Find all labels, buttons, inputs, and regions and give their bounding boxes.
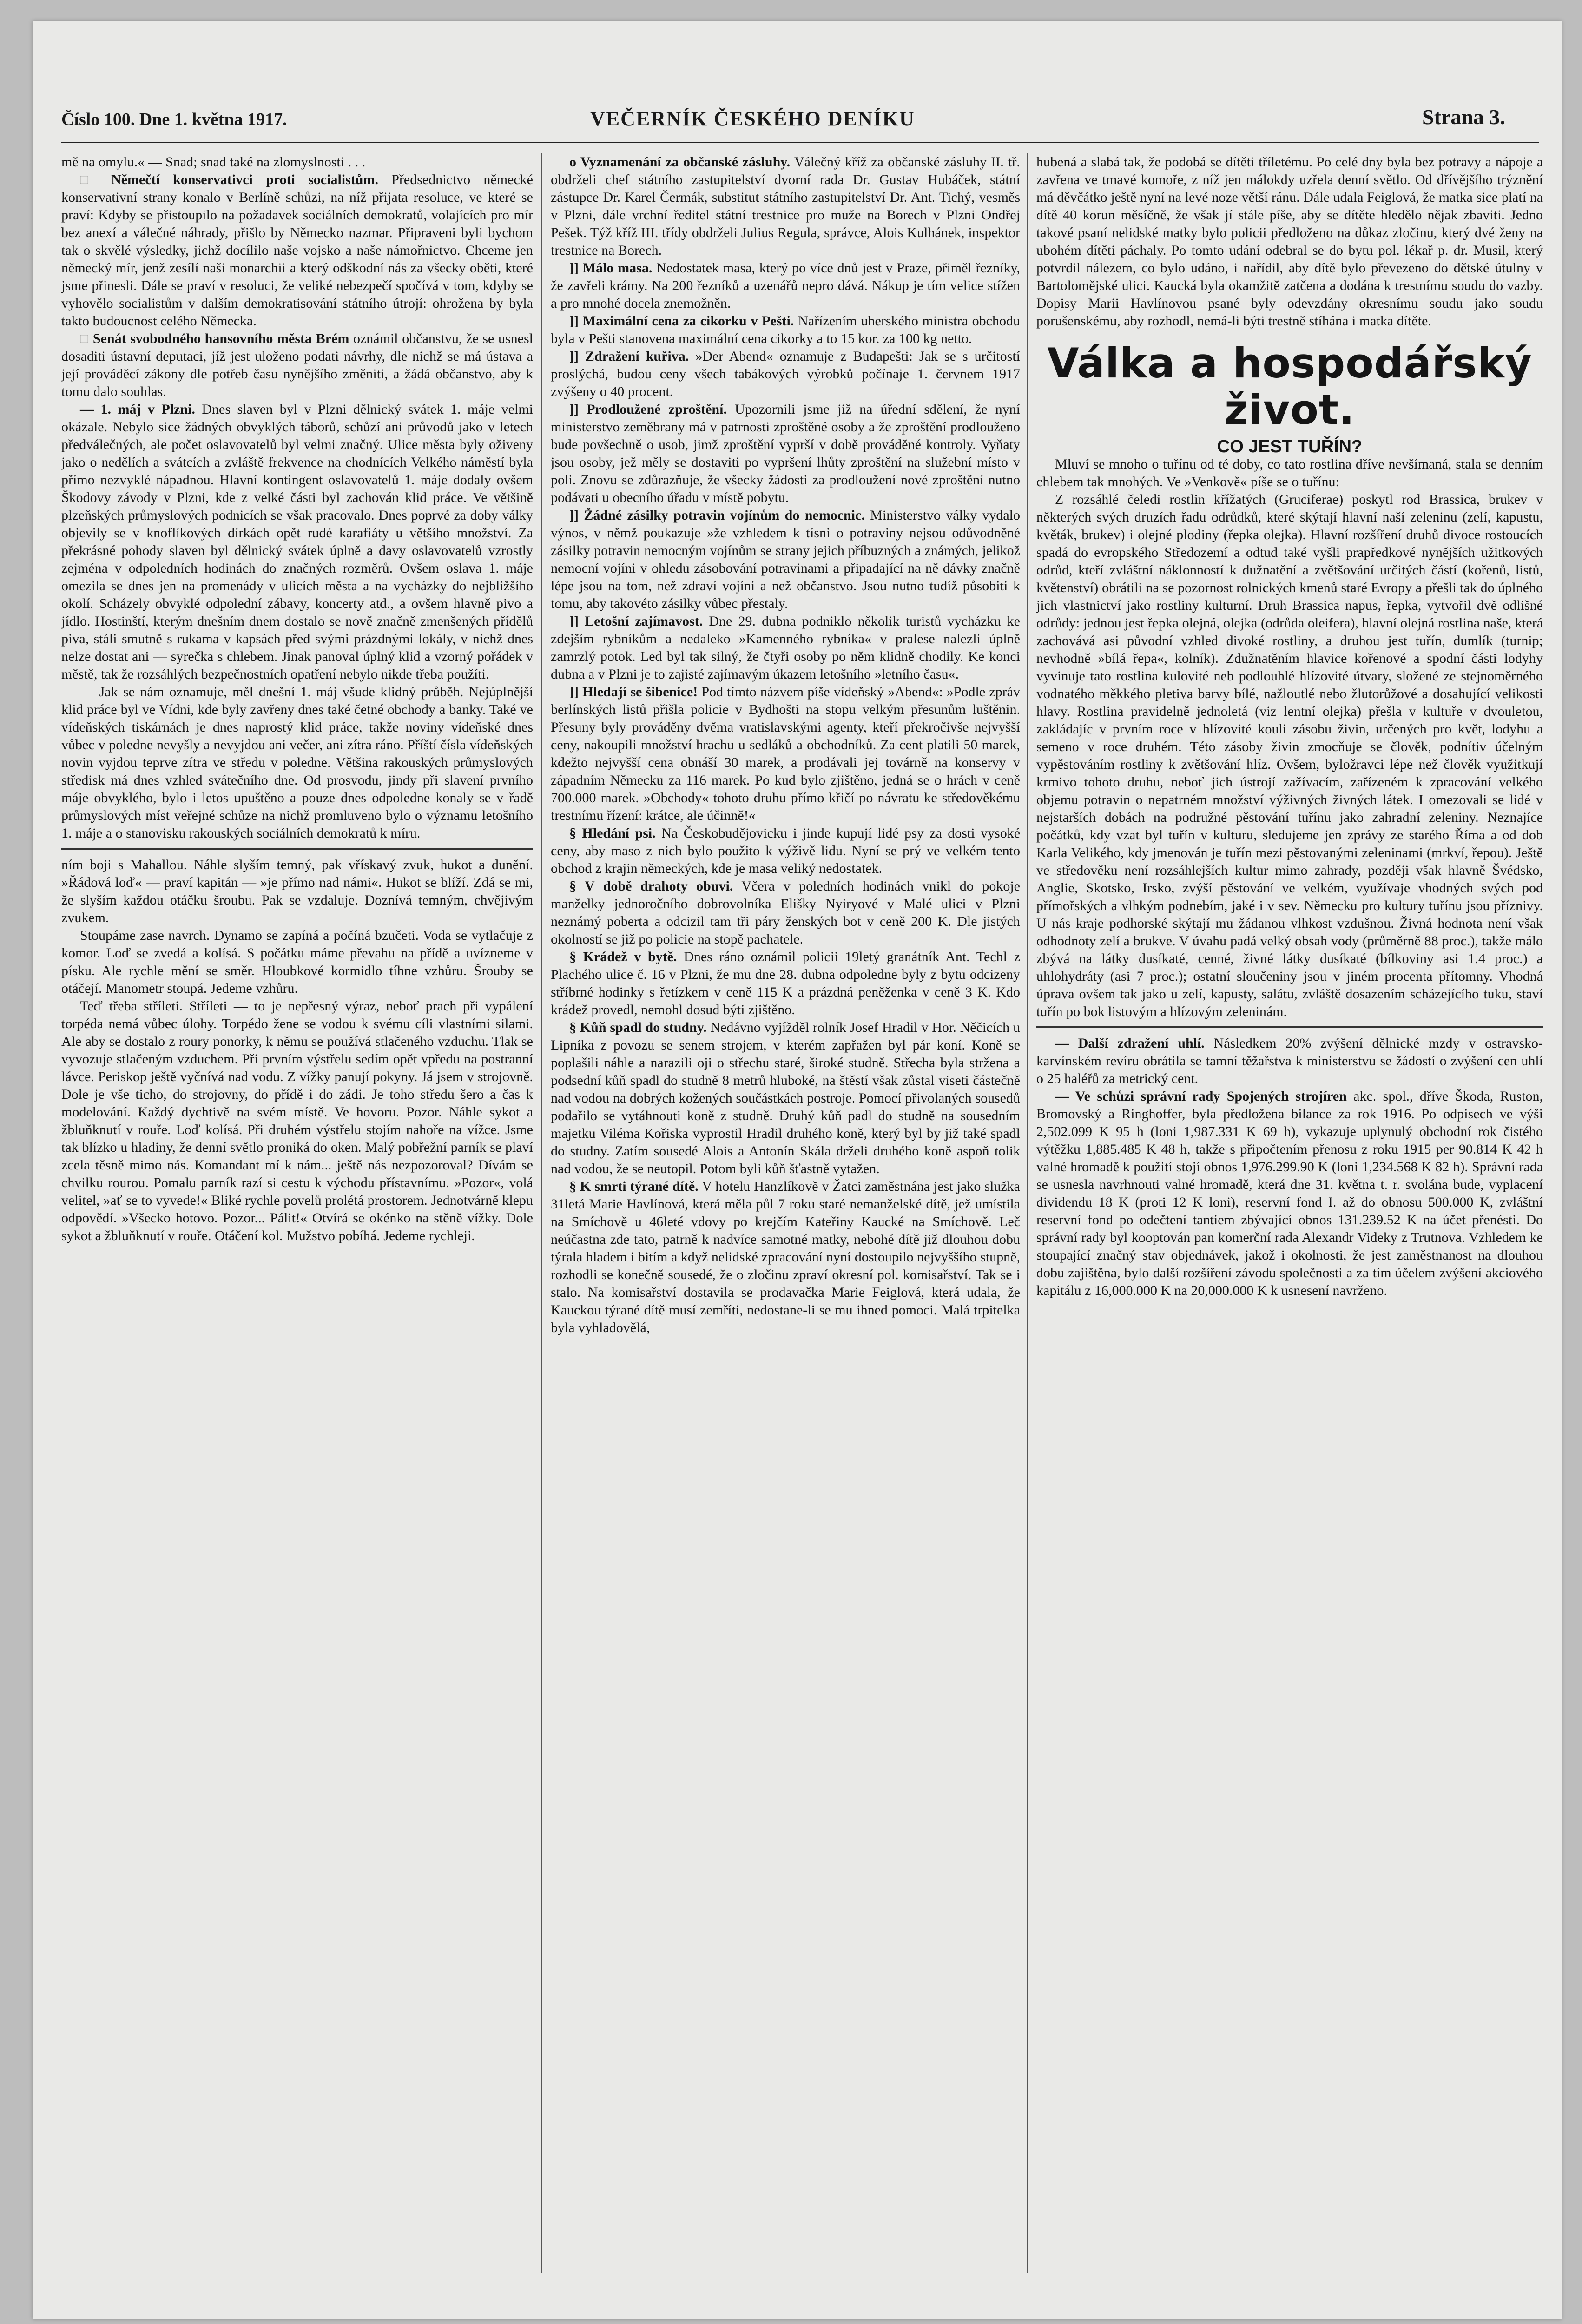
article-headline: □ Němečtí konservativci proti socialistům. <box>80 172 378 187</box>
article-headline: o Vyznamenání za občanské zásluhy. <box>569 154 791 170</box>
article-text: Upozornili jsme již na úřední sdělení, že nyní ministerstvo zeměbrany má v patrnosti zproštěné osoby a že zproštění prodlouženo bude povšechně o usob, jimž zproštění vyprší v době prováděné kontroly. Vyňaty jsou osoby, jež měly se dostaviti po vypršení lhůty zproštění na služební místo v poli. Znovu se zdůrazňuje, že všecky žádosti za prodloužení nové zproštění nutno podávati u obecního úřadu v místě pobytu. <box>551 402 1020 505</box>
article-headline: § Kůň spadl do studny. <box>569 1020 707 1035</box>
article-text: Nedostatek masa, který po více dnů jest v Praze, přiměl řezníky, že zavřeli krámy. Na 200 řezníků a uzenářů nepro dává. Nákup je tím velice stížen a pro mnohé docela znemožněn. <box>551 260 1020 311</box>
article-text: Dne 29. dubna podniklo několik turistů vycházku ke zdejším rybníkům a nedaleko »Kamenného rybníka« v pralese nalezli úplně zamrzlý potok. Led byl tak silný, že čtyři osoby po něm klidně chodily. Ke konci dubna a v Plzni je to zajisté zajímavým úkazem letošního »letního času«. <box>551 614 1020 682</box>
feuilleton-text: Teď třeba stříleti. Stříleti — to je nepřesný výraz, neboť prach při vypálení torpéda nemá vůbec úlohy. Torpédo žene se vodou k svému cíli vlastními silami. Ale aby se dostalo z roury ponorky, k němu se používá stlačeného vzduchu. Tlak se vyvozuje stlačeným vzduchem. Při prvním výstřelu sedím opět vpředu na postranní lávce. Periskop ještě vyčnívá nad vodu. Z vížky panují pokyny. Já jsem v strojovně. Dole je vše ticho, do strojovny, do přídě i do zádi. Je toho středu šero a čas k modelování. Každý dychtivě na svém místě. Ve hovoru. Pozor. Náhle sykot a žbluňknutí v rouře. Loď kolísá. Při druhém výstřelu stojím nahoře na vížce. Jsme tak blízko u hladiny, že denní světlo proniká do oken. Malý pobřežní parník se plaví zcela těsně mimo nás. Komandant mí k nám... ještě nás nezpozoroval? Dívám se chvilku rourou. Pomalu parník razí si cestu k východu přístavnímu. »Pozor«, volá velitel, »ať se to vyvede!« Bliké rychle povelů prolétá prostorem. Jednotvárně klepu odpovědí. »Všecko hotovo. Pozor... Pálit!« Otvírá se okénko na stěně vížky. Dole sykot a žbluňknutí v rouře. Otáčení kol. Mužstvo pobíhá. Jedeme rychleji. <box>61 998 533 1243</box>
article-headline: ]] Zdražení kuřiva. <box>569 349 689 364</box>
article-text: Pod tímto názvem píše vídeňský »Abend«: »Podle zpráv berlínských listů přišla policie v Bydhošti na stopu velkým přesunům luštěnin. Přesuny byly prováděny dvěma vratislavskými agenty, kteří překročivše nejvyšší ceny, nakoupili množství hrachu u sedláků a obchodníků. Za cent platili 50 marek, kdežto nejvyšší cena obnáší 30 marek, a prodávali jej továrně na konservy v západním Německu za 116 marek. Po kud bylo zjištěno, jedná se o hrách v ceně 700.000 marek. »Obchody« tohoto druhu přímo křičí po návratu ke středověkému trestnímu řízení: krátce, ale účinně!« <box>551 684 1020 823</box>
article <box>551 948 1020 1019</box>
article-text: Včera v poledních hodinách vnikl do pokoje manželky jednoročního dobrovolníka Elišky Nyiryové v Malé ulici v Plzni neznámý poberta a odcizil tam tři páry ženských bot v ceně 200 K. Dle jistých okolností se již po policie na stopě pachatele. <box>551 878 1020 947</box>
article-headline: § K smrti týrané dítě. <box>569 1179 699 1194</box>
article-headline: — 1. máj v Plzni. <box>80 402 195 417</box>
article-text: Nedávno vyjížděl rolník Josef Hradil v Hor. Něčicích u Lipníka z povozu se senem strojem, v kterém zapřažen byl pár koní. Koně se poplašili náhle a narazili oji o střechu staré, široké studně. Střecha byla stržena a podsední kůň spadl do studně 8 metrů hluboké, na štěstí však zůstal viseti částečně nad vodou na dobrých kožených součástkách postroje. Pomocí přivolaných sousedů podařilo se vytáhnouti koně z studně. Druhý kůň padl do studně na sousedním majetku Viléma Kořiska vyprostil Hradil druhého koně, který byl by již také spadl do studny. Zatím sousedé Alois a Antonín Skála drželi druhého koně aspoň tolik nad vodou, že se neutopil. Potom byli kůň šťastně vytažen. <box>551 1020 1020 1176</box>
issue-date: Číslo 100. Dne 1. května 1917. <box>61 110 287 129</box>
article-text: Mluví se mnoho o tuřínu od té doby, co tato rostlina dříve nevšímaná, stala se denním chlebem tak mnohých. Ve »Venkově« píše se o tuřínu: <box>1036 456 1543 489</box>
section-divider <box>1036 1026 1543 1028</box>
article <box>551 1178 1020 1337</box>
article <box>551 259 1020 312</box>
article-text: akc. spol., dříve Škoda, Ruston, Bromovský a Ringhoffer, byla předložena bilance za rok 1916. Po odpisech ve výši 2,502.099 K 95 h (loni 1,987.331 K 69 h), vykazuje uplynulý obchodní rok čistého výtěžku 1,885.485 K 48 h, takže s připočtením přenosu z roku 1915 per 90.814 K 42 h valné hromadě k použití stojí obnos 1,976.299.90 K (loni 1,234.568 K 82 h). Správní rada se usnesla navrhnouti valné hromadě, která dne 31. května t. r. svolána bude, vyplacení dividendu 18 K (proti 12 K loni), reservní fond I. až do obnosu 500.000 K, zvláštní reservní fond po odečtení tantiem zbývající obnos 131.239.52 K na účet přenésti. Do správní rady byl kooptován pan komerční rada Alexandr Videky z Trutnova. Vzhledem ke stoupající značný stav objednávek, jakož i okolnosti, že jest zaměstnanost na dlouhou dobu zajištěna, bylo další rozšíření závodu společnosti a za tím účelem zvýšení akciového kapitálu z 16,000.000 K na 20,000.000 K k usnesení navrženo. <box>1036 1089 1543 1298</box>
article-headline: ]] Maximální cena za cikorku v Pešti. <box>569 313 794 329</box>
article-text: Předsednictvo německé konservativní strany konalo v Berlíně schůzi, na níž přijata resoluce, ve které se praví: Kdyby se přistoupilo na požadavek sociálních demokratů, volajících pro mír bez anexí a válečné náhrady, přišlo by Německo nazmar. Připraveni byli bychom tak o skvělé výsledky, jichž docílilo naše vojsko a naše námořnictvo. Chceme jen německý mír, jenž zesílí naši monarchii a který odškodní nás za všecky oběti, které jsme přinesli. Dále se praví v resoluci, že veliké nebezpečí spočívá v tom, kdyby se vyhovělo socialistům v dalším demokratisování státního útrojí: ohrožena by byla takto budoucnost celého Německa. <box>61 172 533 329</box>
page-header <box>33 21 1562 151</box>
article-text: »Der Abend« oznamuje z Budapešti: Jak se s určitostí proslýchá, budou ceny všech tabákových výrobků počínaje 1. červnem 1917 zvýšeny o 40 procent. <box>551 349 1020 399</box>
article-text: V hotelu Hanzlíkově v Žatci zaměstnána jest jako služka 31letá Marie Havlínová, která měla půl 7 roku staré nemanželské dítě, jež umístila na Smíchově u 46leté vdovy po krejčím Kateřiny Kaucké na Smíchově. Leč neúčastna zde tato, patrně k nadvíce samotné matky, nebohé dítě již dlouhou dobu týrala hladem i bitím a když nelidské zpracování nyní dostoupilo nejvyššího stupně, rozhodli se konečně sousedé, že o zločinu zpraví okresní pol. komisařství. Tak se i stalo. Na komisařství dostavila se prodavačka Marie Feiglová, která udala, že Kauckou týrané dítě musí zemříti, nedostane-li se mu ihned pomoci. Malá trpitelka byla vyhladovělá, <box>551 1179 1020 1335</box>
column-3 <box>1036 153 1543 2273</box>
article <box>551 507 1020 613</box>
article-text: — Jak se nám oznamuje, měl dnešní 1. máj všude klidný průběh. Nejúplnější klid práce byl ve Vídni, kde byly zavřeny dnes také četné obchody a banky. Také ve vídeňských tiskárnách je dnes naprostý klid práce, takže noviny vídeňské dnes vůbec v poledne nevyšly a nevyjdou ani večer, ani zítra ráno. Příští čísla vídeňských novin vyjdou teprve zítra ve středu v poledne. Většina rakouských průmyslových středisk má dnes vzhled svátečního dne. Od prosvodu, jindy při slavení prvního máje obvyklého, bylo i letos upuštěno a pouze dnes odpoledne konaly se v řadě průmyslových míst veřejné schůze na nichž promluveno bylo o významu letošního 1. máje a o stanovisku rakouských sociálních demokratů k míru. <box>61 684 533 841</box>
article-text: Následkem 20% zvýšení dělnické mzdy v ostravsko-karvínském revíru obrátila se tamní těžařstva k ministerstvu se žádostí o zvýšení cen uhlí o 25 haléřů za metrický cent. <box>1036 1036 1543 1086</box>
masthead-title: VEČERNÍK ČESKÉHO DENÍKU <box>590 107 915 130</box>
feuilleton-text: ním boji s Mahallou. Náhle slyším temný, pak vřískavý zvuk, hukot a dunění. »Řádová loď« — praví kapitán — »je přímo nad námi«. Hukot se blíží. Zdá se mi, že slyším každou otáčku šroubu. Pak se vzdaluje. Doznívá temným, chvějivým zvukem. <box>61 857 533 925</box>
article-text: Dnes slaven byl v Plzni dělnický svátek 1. máje velmi okázale. Nebylo sice žádných obvyklých táborů, schůzí ani průvodů jako v letech předválečných, ale počet oslavovatelů byl velmi značný. Ulice města byly oživeny jako o nedělích a svátcích a zvláště frekvence na chodnících Velkého náměstí byla přímo nezvyklé nápadnou. Hlavní kontingent oslavovatelů 1. máje dodaly ovšem Škodovy závody v Plzni, kde z velké části byl zachován klid práce. Ve většině plzeňských průmyslových podnicích se však pracovalo. Dnes poprvé za doby války objevily se v knoflíkových dírkách opět rudé karafiáty u většího množství. Za překrásné pohody slaven byl dělnický svátek úplně a davy oslavovatelů vzrostly zejména v odpoledních hodinách do značných rozměrů. Ovšem oslava 1. máje omezila se dnes jen na promenády v ulicích města a na vycházky do nejbližšího okolí. Scházely obvyklé odpolední zábavy, koncerty atd., a ovšem hlavně pivo a jídlo. Hostinští, kterým dnešním dnem dostalo se nově značně zmenšených přídělů piva, stáli smutně s rukama v kapsách před svými prázdnými lokály, v nichž dnes nelze dostat ani — syrečka s chlebem. Jinak panoval úplný klid a vzorný pořádek v městě, tak že rozsáhlých bezpečnostních opatření nebylo nikde třeba použíti. <box>61 402 533 682</box>
article-headline: — Ve schůzi správní rady Spojených strojíren <box>1055 1089 1347 1104</box>
article-headline: ]] Málo masa. <box>569 260 653 276</box>
article-headline: □ Senát svobodného hansovního města Brém <box>80 331 349 346</box>
article-headline: — Další zdražení uhlí. <box>1055 1036 1205 1051</box>
article <box>61 330 533 401</box>
section-headline: Válka a hospodářský život. <box>1047 339 1532 434</box>
section-divider <box>61 848 533 850</box>
article <box>551 153 1020 259</box>
article-headline: ]] Letošní zajímavost. <box>569 614 703 629</box>
article-subhead: CO JEST TUŘÍN? <box>1217 437 1363 456</box>
article-text: Nařízením uherského ministra obchodu byla v Pešti stanovena maximální cena cikorky a to 15 kor. za 100 kg netto. <box>551 313 1020 346</box>
article-headline: ]] Prodloužené zproštění. <box>569 402 727 417</box>
article <box>61 171 533 330</box>
feuilleton-text: Stoupáme zase navrch. Dynamo se zapíná a počíná bzučeti. Voda se vytlačuje z komor. Loď se zvedá a kolísá. S počátku máme převahu na přídě a uvízneme v písku. Ale rychle mění se směr. Hloubkové kormidlo tíhne vzhůru. Šrouby se otáčejí. Manometr stoupá. Jedeme vzhůru. <box>61 928 533 996</box>
article <box>1036 1088 1543 1300</box>
article-text: Z rozsáhlé čeledi rostlin křížatých (Gruciferae) poskytl rod Brassica, brukev v některých svých druzích řadu odrůdků, které skýtají hlavní naší zeleninu (zelí, kapustu, květák, brukev) i olejné plodiny (řepka olejka). Hlavní rozšíření druhů divoce rostoucích spadá do evropského Středozemí a odtud také vyšli prapředkové nynějších užitkových odrůd, kteří zvláštní náklonností k dužnatění a zvětšování určitých částí (kořenů, listů, květenství) obrátili na se pozornost rolnických kmenů staré Evropy a přešli tak do úplného jich vlastnictví jako rostliny kulturní. Druh Brassica napus, řepka, vytvořil dvě odlišné odrůdy: jednou jest řepka olejná, olejka (odrůda oleifera), hlavní olejná rostlina naše, která zachovává asi původní vzhled divoké rostliny, a druhou jest tuřín, dumlík (turnip; nevhodně »bílá řepa«, kolník). Zdužnatěním hlavice kořenové a spodní části lodyhy vyvinuje tato rostlina kulovité neb podlouhlé hlízovité útvary, složené ze stejnoměrného vodnatého měkkého pletiva barvy bílé, nažloutlé nebo žlutorůžové a dosahující velikosti hlavy. Rostlina pravidelně jednoletá (viz lentní olejka) přešla v kultuře v dvouletou, zakládajíc v prvním roce v hlízovité kouli zásobu živin, určených pro květ, lodyhu a semeno v roce druhém. Této zásoby živin zmocňuje se člověk, podnítiv účelným vypěstováním rostliny k zvětšování hlíz. Ovšem, byložravci lépe než člověk využitkují krmivo tohoto druhu, neboť jich ústrojí zažívacím, zařízeném k zpracování velkého objemu potravin o nepatrném množství výživných živných látek. I omezovali se lidé v nejstarších dobách na podružné pěstování tuřínu jako zahradní zeleniny. Neznajíce počátků, kdy vzat byl tuřín v kulturu, sledujeme jen zprávy ze starého Říma a od dob Karla Velikého, kdy jmenován je tuřín mezi pěstovanými zeleninami (mrkví, řepou). Ještě ve středověku není rozsáhlejších kultur mimo zahrady, později však hlavně Švédsko, Anglie, Skotsko, Irsko, zvýší pěstování ve velkém, využívaje vhodných svých pod přímořských a vlhkým podnebím, jaké i v sev. Německu pro kultury tuřínu jsou příznivy. U nás kraje podhorské skýtají mu žádanou vlhkost vzdušnou. Živná hodnota není však odhodnoty zelí a brukve. V úvahu padá velký obsah vody (průměrně 88 proc.), takže málo zbývá na látky dusíkaté, cenné, živné látky dusíkaté (bílkoviny asi 1.4 proc.) a uhlohydráty (asi 7 proc.); ostatní sloučeniny jsou v jiném procenta přítomny. Vhodná úprava ovšem tak jako u zelí, kapusty, salátu, zvláště dosazením scházejícího tuku, staví tuřín po bok listovým a hlízovým zeleninám. <box>1036 492 1543 1019</box>
article <box>551 683 1020 825</box>
article-headline: § V době drahoty obuvi. <box>569 878 733 894</box>
article <box>551 312 1020 348</box>
article <box>1036 1035 1543 1088</box>
article-text: Ministerstvo války vydalo výnos, v němž poukazuje »že vzhledem k tísni o potraviny nejsou odůvodněné zásilky potravin nemocným vojínům se strany jejich příbuzných a známých, jelikož nemocní vojíni v ohledu zásobování potravinami a připadající na ně dávky značně lépe jsou na tom, než zdraví vojíni a než občanstvo. Jsou nutno tudíž působiti k tomu, aby takovéto zásilky vůbec přestaly. <box>551 508 1020 611</box>
article <box>551 1019 1020 1178</box>
article-headline: ]] Žádné zásilky potravin vojínům do nemocnic. <box>569 508 865 523</box>
article <box>551 348 1020 401</box>
article-headline: ]] Hledají se šibenice! <box>569 684 698 700</box>
article <box>551 401 1020 507</box>
article <box>551 825 1020 878</box>
article <box>551 878 1020 948</box>
article-text: hubená a slabá tak, že podobá se dítěti tříletému. Po celé dny byla bez potravy a nápoje a zavřena ve tmavé komoře, z níž jen málokdy uzřela denní světlo. Od dřívějšího trýznění má děvčátko ještě nyní na levé noze větší ránu. Dále udala Feiglová, že matka sice platí na dítě 40 korun měsíčně, že však jí stále píše, aby se dítěte hledělo nějak zbaviti. Jedno takové psaní nelidské matky bylo policii předloženo na důkaz zločinu, který dvé ženy na ubohém dítěti páchaly. Po tomto udání odebral se do bytu pol. lékař p. dr. Musil, který potvrdil nálezem, co bylo udáno, i nařídil, aby dítě bylo převezeno do dětské útulny v Bartolomějské ulici. Kaucká byla okamžitě zatčena a dodána k trestnímu soudu do vazby. Dopisy Marii Havlínovou psané byly odevzdány okresnímu soudu jako soudu porušenskému, aby rozhodl, nemá-li býti trestně stíhána i matka dítěte. <box>1036 154 1543 329</box>
column-divider-1 <box>541 153 542 2273</box>
header-rule <box>61 142 1539 143</box>
article <box>61 401 533 683</box>
column-divider-2 <box>1027 153 1028 2273</box>
article-text: Dnes ráno oznámil policii 19letý granátník Ant. Techl z Plachého ulice č. 16 v Plzni, že mu dne 28. dubna odpoledne byly z bytu odcizeny stříbrné hodinky s řetízkem v ceně 115 K a prázdná peněženka v ceně 3 K. Kdo krádež provedl, nemohl dosud býti zjištěno. <box>551 949 1020 1017</box>
article-headline: § Krádež v bytě. <box>569 949 677 964</box>
page-number: Strana 3. <box>1422 105 1505 129</box>
column-1 <box>61 153 533 2273</box>
article-text: mě na omylu.« — Snad; snad také na zlomyslnosti . . . <box>61 154 366 170</box>
article-headline: § Hledání psi. <box>569 825 656 841</box>
article-text: Válečný kříž za občanské zásluhy II. tř. obdrželi chef státního zastupitelství dvorní rada Dr. Gustav Hubáček, státní zástupce Dr. Karel Čermák, substitut státního zastupitelství Dr. Ant. Tichý, vesměs v Plzni, dále vrchní ředitel státní trestnice pro muže na Borech v Plzni Ondřej Pešek. Týž kříž III. třídy obdrželi Julius Regula, správce, Alois Kulhánek, inspektor trestnice na Borech. <box>551 154 1020 258</box>
newspaper-page <box>33 21 1562 2319</box>
article-text: oznámil občanstvu, že se usnesl dosaditi ústavní deputaci, jíž jest uloženo podati návrhy, dle nichž se má ústava a její prováděcí zákony dle potřeb času nynějšího změniti, a žádá občanstvo, aby k tomu dalo souhlas. <box>61 331 533 399</box>
article <box>551 613 1020 683</box>
column-2 <box>551 153 1020 2273</box>
article-text: Na Českobudějovicku i jinde kupují lidé psy za dosti vysoké ceny, aby maso z nich bylo použito k výživě lidu. Nyní se prý ve velkém tento obchod z krajin německých, kde je masa veliký nedostatek. <box>551 825 1020 876</box>
